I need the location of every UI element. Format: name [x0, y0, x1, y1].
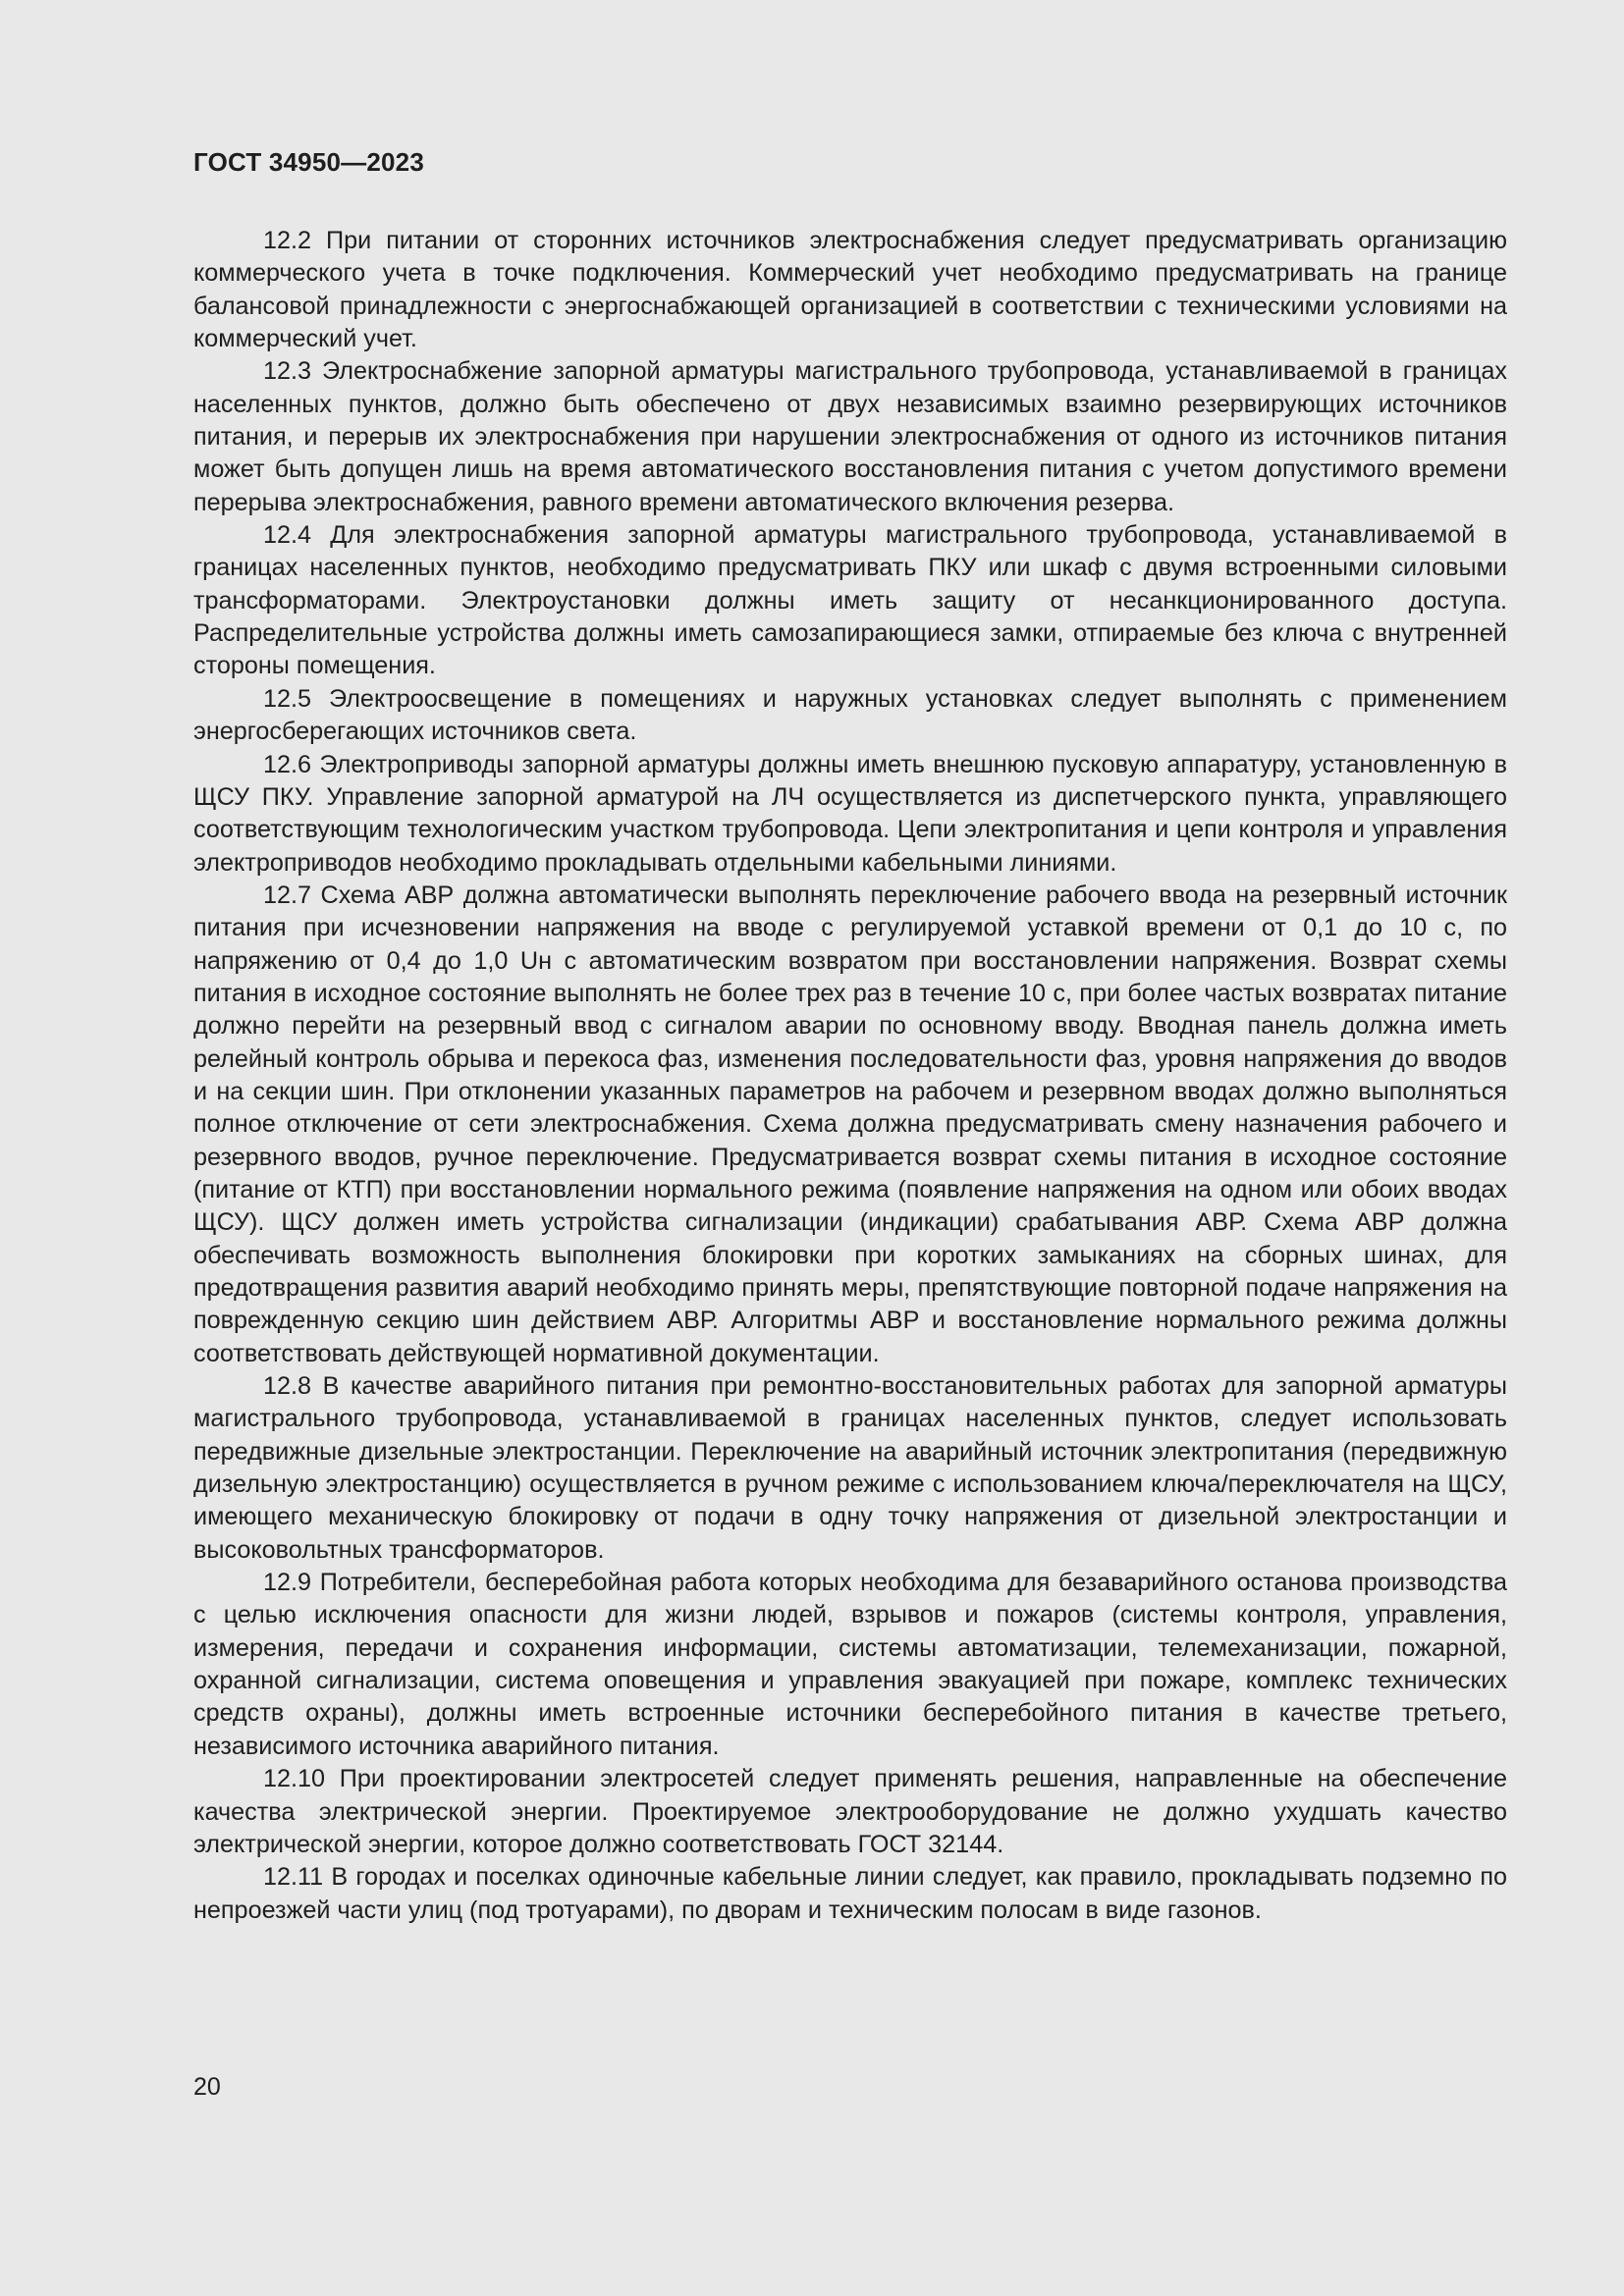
standard-designation: ГОСТ 34950—2023 [193, 147, 424, 177]
paragraph-12-11: 12.11 В городах и поселках одиночные кабельные линии следует, как правило, прокладывать подземно по непроезжей части улиц (под тротуарами), по дворам и техническим полосам в виде газонов. [193, 1863, 1507, 1924]
paragraph-12-4: 12.4 Для электроснабжения запорной арматуры магистрального трубопровода, устанавливаемой в границах населенных пунктов, необходимо предусматривать ПКУ или шкаф с двумя встроенными силовыми трансформаторами. Электроустановки должны иметь защиту от несанкционированного доступа. Распределительные устройства должны иметь самозапирающиеся замки, отпираемые без ключа с внутренней стороны помещения. [193, 521, 1507, 680]
paragraph-12-10: 12.10 При проектировании электросетей следует применять решения, направленные на обеспечение качества электрической энергии. Проектируемое электрооборудование не должно ухудшать качество электрической энергии, которое должно соответствовать ГОСТ 32144. [193, 1765, 1507, 1858]
paragraph-12-2: 12.2 При питании от сторонних источников электроснабжения следует предусматривать организацию коммерческого учета в точке подключения. Коммерческий учет необходимо предусматривать на границе балансовой принадлежности с энергоснабжающей организацией в соответствии с техническими условиями на коммерческий учет. [193, 227, 1507, 353]
paragraph-12-6: 12.6 Электроприводы запорной арматуры должны иметь внешнюю пусковую аппаратуру, установленную в ЩСУ ПКУ. Управление запорной арматурой на ЛЧ осуществляется из диспетчерского пункта, управляющего соответствующим технологическим участком трубопровода. Цепи электропитания и цепи контроля и управления электроприводов необходимо прокладывать отдельными кабельными линиями. [193, 750, 1507, 877]
paragraph-12-3: 12.3 Электроснабжение запорной арматуры магистрального трубопровода, устанавливаемой в границах населенных пунктов, должно быть обеспечено от двух независимых взаимно резервирующих источников питания, и перерыв их электроснабжения при нарушении электроснабжения от одного из источников питания может быть допущен лишь на время автоматического восстановления питания с учетом допустимого времени перерыва электроснабжения, равного времени автоматического включения резерва. [193, 357, 1507, 516]
page-number: 20 [193, 2073, 221, 2101]
paragraph-12-9: 12.9 Потребители, бесперебойная работа которых необходима для безаварийного останова производства с целью исключения опасности для жизни людей, взрывов и пожаров (системы контроля, управления, измерения, передачи и сохранения информации, системы автоматизации, телемеханизации, пожарной, охранной сигнализации, система оповещения и управления эвакуацией при пожаре, комплекс технических средств охраны), должны иметь встроенные источники бесперебойного питания в качестве третьего, независимого источника аварийного питания. [193, 1569, 1507, 1760]
paragraph-12-5: 12.5 Электроосвещение в помещениях и наружных установках следует выполнять с применением энергосберегающих источников света. [193, 684, 1507, 746]
paragraph-12-7: 12.7 Схема АВР должна автоматически выполнять переключение рабочего ввода на резервный источник питания при исчезновении напряжения на вводе с регулируемой уставкой времени от 0,1 до 10 с, по напряжению от 0,4 до 1,0 Uн с автоматическим возвратом при восстановлении напряжения. Возврат схемы питания в исходное состояние выполнять не более трех раз в течение 10 с, при более частых возвратах питание должно перейти на резервный ввод с сигналом аварии по основному вводу. Вводная панель должна иметь релейный контроль обрыва и перекоса фаз, изменения последовательности фаз, уровня напряжения до вводов и на секции шин. При отклонении указанных параметров на рабочем и резервном вводах должно выполняться полное отключение от сети электроснабжения. Схема должна предусматривать смену назначения рабочего и резервного вводов, ручное переключение. Предусматривается возврат схемы питания в исходное состояние (питание от КТП) при восстановлении нормального режима (появление напряжения на одном или обоих вводах ЩСУ). ЩСУ должен иметь устройства сигнализации (индикации) срабатывания АВР. Схема АВР должна обеспечивать возможность выполнения блокировки при коротких замыканиях на сборных шинах, для предотвращения развития аварий необходимо принять меры, препятствующие повторной подаче напряжения на поврежденную секцию шин действием АВР. Алгоритмы АВР и восстановление нормального режима должны соответствовать действующей нормативной документации. [193, 881, 1507, 1367]
document-body [193, 225, 1507, 1927]
paragraph-12-8: 12.8 В качестве аварийного питания при ремонтно-восстановительных работах для запорной арматуры магистрального трубопровода, устанавливаемой в границах населенных пунктов, следует использовать передвижные дизельные электростанции. Переключение на аварийный источник электропитания (передвижную дизельную электростанцию) осуществляется в ручном режиме с использованием ключа/переключателя на ЩСУ, имеющего механическую блокировку от подачи в одну точку напряжения от дизельной электростанции и высоковольтных трансформаторов. [193, 1372, 1507, 1564]
